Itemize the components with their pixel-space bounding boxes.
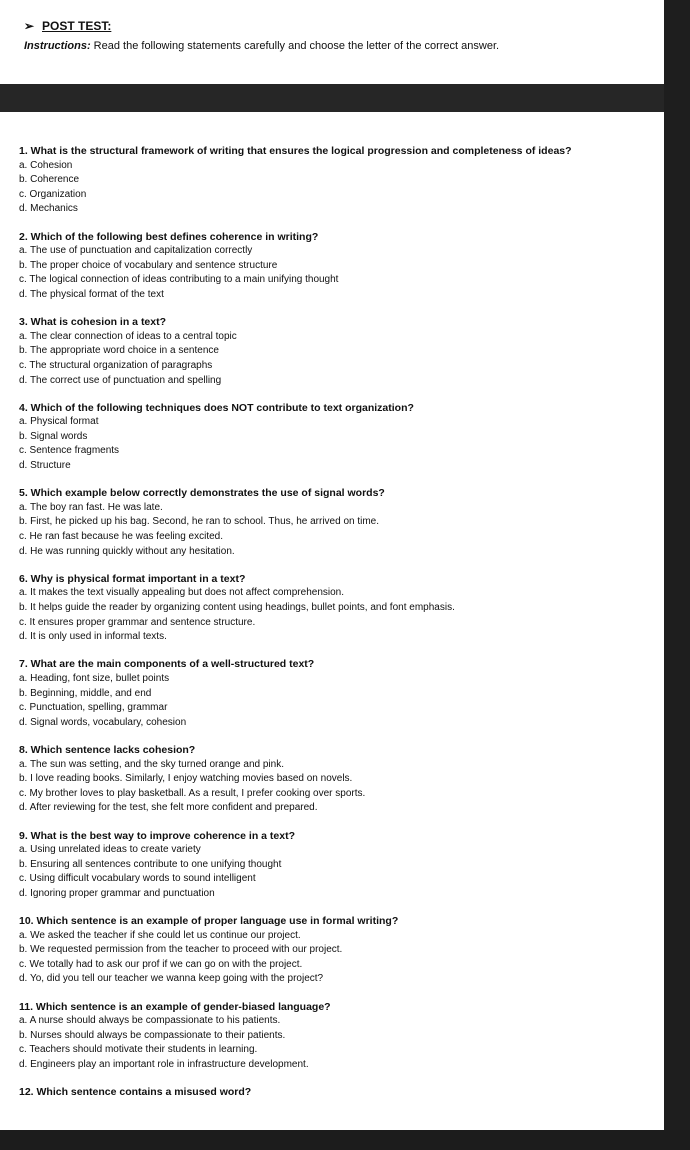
answer-option: c. Teachers should motivate their students in learning. bbox=[19, 1044, 258, 1056]
answer-option: d. After reviewing for the test, she felt more confident and prepared. bbox=[19, 802, 318, 814]
answer-option: d. He was running quickly without any hesitation. bbox=[19, 545, 235, 557]
answer-option: a. Cohesion bbox=[19, 159, 73, 171]
answer-option: a. The sun was setting, and the sky turned orange and pink. bbox=[19, 758, 284, 770]
answer-option: a. It makes the text visually appealing but does not affect comprehension. bbox=[19, 587, 345, 599]
right-edge bbox=[664, 0, 690, 1150]
question-text: 12. Which sentence contains a misused word? bbox=[19, 1086, 252, 1099]
question-text: 5. Which example below correctly demonstrates the use of signal words? bbox=[19, 487, 385, 500]
answer-option: b. We requested permission from the teacher to proceed with our project. bbox=[19, 944, 343, 956]
answer-option: d. The correct use of punctuation and spelling bbox=[19, 374, 222, 386]
question-item bbox=[19, 401, 659, 474]
page-top-sheet bbox=[0, 0, 664, 84]
answer-option: d. Mechanics bbox=[19, 203, 78, 215]
question-item bbox=[19, 829, 659, 902]
answer-option: c. It ensures proper grammar and sentence structure. bbox=[19, 616, 256, 628]
answer-option: c. My brother loves to play basketball. As a result, I prefer cooking over sports. bbox=[19, 787, 366, 799]
answer-option: a. We asked the teacher if she could let us continue our project. bbox=[19, 929, 301, 941]
question-text: 8. Which sentence lacks cohesion? bbox=[19, 743, 196, 756]
question-text: 4. Which of the following techniques does NOT contribute to text organization? bbox=[19, 401, 414, 414]
answer-option: c. Organization bbox=[19, 188, 87, 200]
answer-option: d. Engineers play an important role in infrastructure development. bbox=[19, 1059, 309, 1070]
question-text: 11. Which sentence is an example of gender-biased language? bbox=[19, 1000, 331, 1013]
answer-option: b. Coherence bbox=[19, 174, 80, 186]
question-item bbox=[19, 315, 659, 388]
answer-option: b. Signal words bbox=[19, 430, 88, 442]
answer-option: b. Ensuring all sentences contribute to one unifying thought bbox=[19, 858, 282, 870]
answer-option: d. Yo, did you tell our teacher we wanna keep going with the project? bbox=[19, 973, 324, 985]
answer-option: b. I love reading books. Similarly, I enjoy watching movies based on novels. bbox=[19, 773, 353, 785]
post-test-heading bbox=[24, 19, 111, 33]
question-item bbox=[19, 743, 659, 816]
answer-option: d. Ignoring proper grammar and punctuation bbox=[19, 887, 215, 899]
question-item bbox=[19, 657, 659, 730]
answer-option: c. We totally had to ask our prof if we can go on with the project. bbox=[19, 958, 303, 970]
question-item bbox=[19, 914, 659, 987]
answer-option: d. Structure bbox=[19, 460, 71, 472]
question-text: 9. What is the best way to improve coherence in a text? bbox=[19, 829, 295, 842]
question-text: 1. What is the structural framework of writing that ensures the logical progression and completeness of ideas? bbox=[19, 145, 572, 157]
question-text: 7. What are the main components of a well-structured text? bbox=[19, 658, 315, 671]
question-item bbox=[19, 1085, 659, 1100]
answer-option: b. The appropriate word choice in a sentence bbox=[19, 345, 219, 357]
question-item bbox=[19, 144, 659, 217]
answer-option: b. First, he picked up his bag. Second, he ran to school. Thus, he arrived on time. bbox=[19, 516, 380, 528]
arrow-bullet-icon: ➢ bbox=[24, 19, 35, 33]
answer-option: c. He ran fast because he was feeling excited. bbox=[19, 531, 224, 543]
answer-option: a. Using unrelated ideas to create variety bbox=[19, 844, 201, 856]
answer-option: b. The proper choice of vocabulary and sentence structure bbox=[19, 259, 278, 271]
question-list bbox=[19, 144, 659, 1112]
instructions-label: Instructions: bbox=[24, 40, 91, 52]
answer-option: b. Beginning, middle, and end bbox=[19, 687, 152, 699]
question-text: 10. Which sentence is an example of proper language use in formal writing? bbox=[19, 915, 399, 928]
instructions bbox=[24, 40, 499, 52]
bottom-edge bbox=[0, 1130, 690, 1150]
answer-option: c. The logical connection of ideas contributing to a main unifying thought bbox=[19, 274, 339, 286]
answer-option: a. A nurse should always be compassionate to his patients. bbox=[19, 1015, 281, 1027]
post-test-title: POST TEST: bbox=[42, 19, 112, 33]
answer-option: a. The boy ran fast. He was late. bbox=[19, 501, 163, 513]
answer-option: a. The use of punctuation and capitalization correctly bbox=[19, 245, 253, 257]
question-item bbox=[19, 572, 659, 645]
answer-option: b. Nurses should always be compassionate to their patients. bbox=[19, 1029, 286, 1041]
question-item bbox=[19, 1000, 659, 1073]
answer-option: d. It is only used in informal texts. bbox=[19, 631, 167, 643]
answer-option: a. The clear connection of ideas to a central topic bbox=[19, 330, 237, 342]
answer-option: c. The structural organization of paragraphs bbox=[19, 359, 213, 371]
answer-option: b. It helps guide the reader by organizing content using headings, bullet points, and font emphasis. bbox=[19, 602, 455, 613]
answer-option: c. Sentence fragments bbox=[19, 445, 120, 457]
answer-option: c. Using difficult vocabulary words to sound intelligent bbox=[19, 873, 256, 885]
question-text: 6. Why is physical format important in a text? bbox=[19, 572, 246, 585]
answer-option: c. Punctuation, spelling, grammar bbox=[19, 702, 168, 714]
instructions-text: Read the following statements carefully and choose the letter of the correct answer. bbox=[90, 40, 500, 52]
question-item bbox=[19, 230, 659, 303]
answer-option: d. Signal words, vocabulary, cohesion bbox=[19, 716, 187, 728]
question-text: 2. Which of the following best defines coherence in writing? bbox=[19, 230, 319, 243]
answer-option: a. Heading, font size, bullet points bbox=[19, 672, 170, 684]
page-gap bbox=[0, 84, 690, 112]
answer-option: a. Physical format bbox=[19, 416, 99, 428]
question-text: 3. What is cohesion in a text? bbox=[19, 316, 167, 329]
answer-option: d. The physical format of the text bbox=[19, 288, 164, 300]
question-item bbox=[19, 486, 659, 559]
